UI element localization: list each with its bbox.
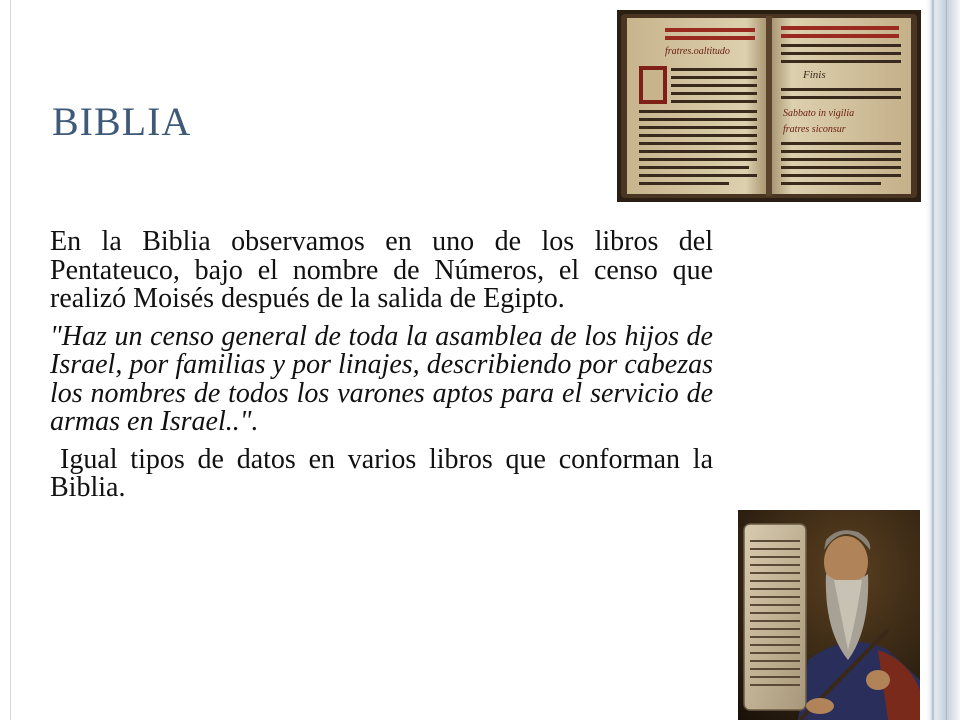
slide-title: BIBLIA	[52, 99, 192, 144]
numbers-quote-paragraph: "Haz un censo general de toda la asamblea de los hijos de Israel, por familias y por linajes, describiendo por cabezas los nombres de todos los varones aptos para el servicio de armas en Israel..".	[50, 320, 713, 437]
book-right-rubric-1: Sabbato in vigilia	[783, 108, 855, 119]
open-book-image	[617, 10, 921, 202]
border-line	[932, 0, 934, 720]
slide-right-border	[926, 0, 960, 720]
book-right-finis: Finis	[803, 69, 826, 81]
slide-left-frame-line	[10, 0, 11, 720]
moses-painting-image	[738, 510, 920, 720]
book-right-rubric-2: fratres siconsur	[783, 124, 846, 135]
border-line	[946, 0, 947, 720]
book-left-rubric: fratres.oaltitudo	[665, 46, 730, 57]
intro-paragraph: En la Biblia observamos en uno de los libros del Pentateuco, bajo el nombre de Números, el censo que realizó Moisés después de la salida de Egipto.	[50, 226, 713, 314]
closing-paragraph: Igual tipos de datos en varios libros que conforman la Biblia.	[50, 443, 713, 503]
slide-body	[50, 228, 713, 512]
